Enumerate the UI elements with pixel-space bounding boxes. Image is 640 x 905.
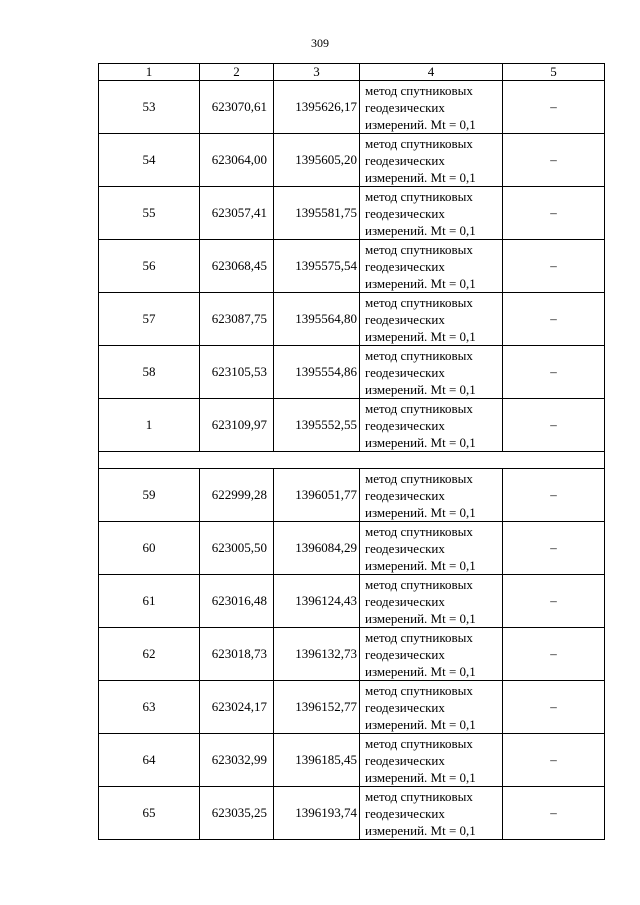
method-cell [360,575,503,628]
point-number-cell: 57 [99,293,200,346]
separator-cell [99,452,605,469]
method-line: геодезических [365,593,445,609]
method-line: метод спутниковых [365,347,473,363]
y-coordinate-cell: 1395605,20 [274,134,360,187]
header-col-3: 3 [274,64,360,81]
method-cell [360,787,503,840]
method-line: метод спутниковых [365,576,473,592]
x-coordinate-cell: 623005,50 [200,522,274,575]
x-coordinate-cell: 623024,17 [200,681,274,734]
note-cell: – [503,240,605,293]
method-line: геодезических [365,152,445,168]
method-line: метод спутниковых [365,82,473,98]
method-line: геодезических [365,487,445,503]
method-line: метод спутниковых [365,135,473,151]
method-line: измерений. Mt = 0,1 [365,381,476,397]
y-coordinate-cell: 1395581,75 [274,187,360,240]
note-cell: – [503,787,605,840]
note-cell: – [503,81,605,134]
method-line: геодезических [365,646,445,662]
method-cell [360,134,503,187]
table-row [99,681,605,734]
method-line: метод спутниковых [365,294,473,310]
x-coordinate-cell: 623087,75 [200,293,274,346]
method-line: геодезических [365,805,445,821]
x-coordinate-cell: 623035,25 [200,787,274,840]
method-line: метод спутниковых [365,523,473,539]
method-line: геодезических [365,205,445,221]
table-row [99,240,605,293]
y-coordinate-cell: 1396124,43 [274,575,360,628]
table-row [99,187,605,240]
point-number-cell: 59 [99,469,200,522]
point-number-cell: 65 [99,787,200,840]
method-line: измерений. Mt = 0,1 [365,222,476,238]
table-row [99,469,605,522]
method-line: геодезических [365,99,445,115]
point-number-cell: 60 [99,522,200,575]
table-row [99,293,605,346]
method-line: измерений. Mt = 0,1 [365,434,476,450]
note-cell: – [503,346,605,399]
note-cell: – [503,681,605,734]
method-cell [360,681,503,734]
point-number-cell: 56 [99,240,200,293]
note-cell: – [503,187,605,240]
method-line: геодезических [365,364,445,380]
y-coordinate-cell: 1395552,55 [274,399,360,452]
method-line: измерений. Mt = 0,1 [365,504,476,520]
note-cell: – [503,134,605,187]
method-cell [360,522,503,575]
method-line: метод спутниковых [365,188,473,204]
method-line: измерений. Mt = 0,1 [365,822,476,838]
table-row [99,628,605,681]
method-line: геодезических [365,699,445,715]
point-number-cell: 64 [99,734,200,787]
method-cell [360,399,503,452]
method-line: метод спутниковых [365,629,473,645]
x-coordinate-cell: 623064,00 [200,134,274,187]
method-cell [360,240,503,293]
method-line: метод спутниковых [365,400,473,416]
method-line: измерений. Mt = 0,1 [365,169,476,185]
note-cell: – [503,522,605,575]
method-cell [360,346,503,399]
method-cell [360,734,503,787]
x-coordinate-cell: 623018,73 [200,628,274,681]
method-line: измерений. Mt = 0,1 [365,769,476,785]
note-cell: – [503,293,605,346]
method-line: измерений. Mt = 0,1 [365,716,476,732]
y-coordinate-cell: 1395626,17 [274,81,360,134]
method-line: измерений. Mt = 0,1 [365,275,476,291]
coordinates-table [98,63,605,840]
y-coordinate-cell: 1396185,45 [274,734,360,787]
y-coordinate-cell: 1395564,80 [274,293,360,346]
note-cell: – [503,734,605,787]
note-cell: – [503,399,605,452]
point-number-cell: 53 [99,81,200,134]
method-line: измерений. Mt = 0,1 [365,116,476,132]
y-coordinate-cell: 1395575,54 [274,240,360,293]
x-coordinate-cell: 623109,97 [200,399,274,452]
point-number-cell: 58 [99,346,200,399]
header-row [99,64,605,81]
x-coordinate-cell: 623032,99 [200,734,274,787]
method-line: геодезических [365,258,445,274]
method-line: метод спутниковых [365,788,473,804]
table-row [99,575,605,628]
note-cell: – [503,575,605,628]
method-cell [360,293,503,346]
method-cell [360,81,503,134]
method-line: метод спутниковых [365,682,473,698]
table-row [99,134,605,187]
method-cell [360,628,503,681]
table-row [99,734,605,787]
method-line: геодезических [365,417,445,433]
table-row [99,346,605,399]
y-coordinate-cell: 1396152,77 [274,681,360,734]
page-number: 309 [311,36,329,50]
method-line: геодезических [365,752,445,768]
table-row [99,787,605,840]
separator-row [99,452,605,469]
y-coordinate-cell: 1396051,77 [274,469,360,522]
x-coordinate-cell: 622999,28 [200,469,274,522]
x-coordinate-cell: 623105,53 [200,346,274,399]
x-coordinate-cell: 623016,48 [200,575,274,628]
header-col-1: 1 [99,64,200,81]
method-line: геодезических [365,311,445,327]
table-row [99,81,605,134]
point-number-cell: 1 [99,399,200,452]
point-number-cell: 63 [99,681,200,734]
point-number-cell: 61 [99,575,200,628]
y-coordinate-cell: 1396132,73 [274,628,360,681]
y-coordinate-cell: 1396193,74 [274,787,360,840]
point-number-cell: 62 [99,628,200,681]
x-coordinate-cell: 623057,41 [200,187,274,240]
method-line: геодезических [365,540,445,556]
method-line: метод спутниковых [365,735,473,751]
method-line: измерений. Mt = 0,1 [365,328,476,344]
table-row [99,522,605,575]
point-number-cell: 54 [99,134,200,187]
x-coordinate-cell: 623070,61 [200,81,274,134]
y-coordinate-cell: 1395554,86 [274,346,360,399]
method-cell [360,469,503,522]
note-cell: – [503,469,605,522]
method-line: измерений. Mt = 0,1 [365,663,476,679]
method-cell [360,187,503,240]
method-line: метод спутниковых [365,470,473,486]
x-coordinate-cell: 623068,45 [200,240,274,293]
note-cell: – [503,628,605,681]
header-col-4: 4 [360,64,503,81]
header-col-2: 2 [200,64,274,81]
table-row [99,399,605,452]
point-number-cell: 55 [99,187,200,240]
method-line: измерений. Mt = 0,1 [365,557,476,573]
y-coordinate-cell: 1396084,29 [274,522,360,575]
method-line: измерений. Mt = 0,1 [365,610,476,626]
header-col-5: 5 [503,64,605,81]
method-line: метод спутниковых [365,241,473,257]
